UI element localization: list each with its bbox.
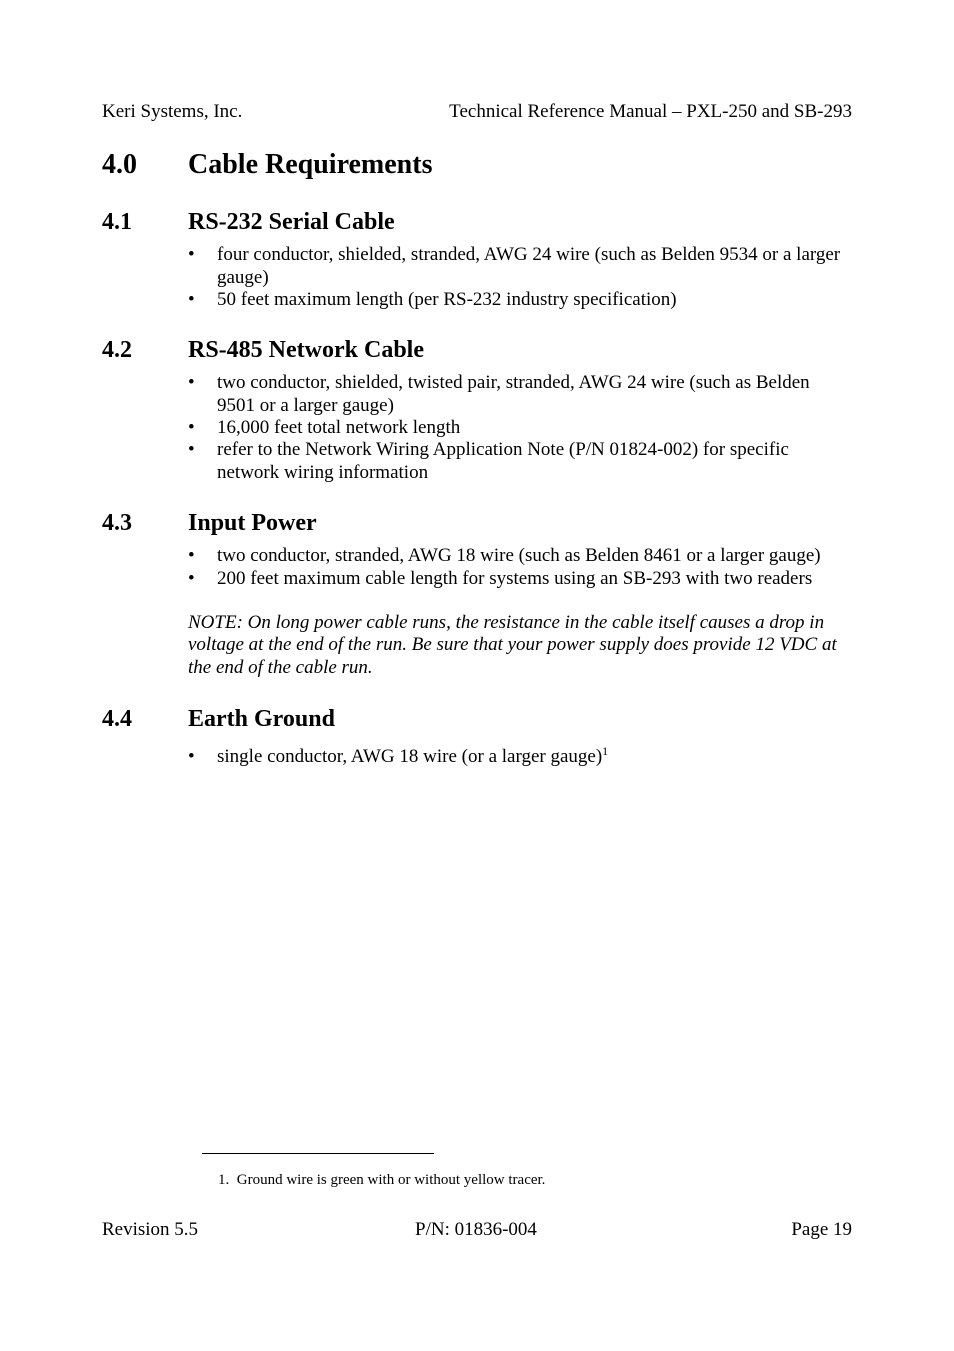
header-company: Keri Systems, Inc.: [102, 101, 243, 122]
section-title-earth-ground: Earth Ground: [188, 706, 335, 732]
footnote-divider: [202, 1153, 434, 1154]
power-cable-note: NOTE: On long power cable runs, the resistance in the cable itself causes a drop in voltage at the end of the run. Be sure that your power supply does provide 12 VDC at the end of the cable run.: [188, 612, 837, 678]
footer-revision: Revision 5.5: [102, 1219, 199, 1240]
bullet-icon: •: [188, 545, 195, 566]
section-title-rs232: RS-232 Serial Cable: [188, 209, 395, 235]
section-number-4-3: 4.3: [102, 510, 132, 536]
bullet-icon: •: [188, 568, 195, 589]
footnote-text: Ground wire is green with or without yellow tracer.: [236, 1172, 546, 1188]
section-number-4-0: 4.0: [102, 149, 137, 180]
header-manual-title: Technical Reference Manual – PXL-250 and SB-293: [449, 101, 852, 122]
footer-part-number: P/N: 01836-004: [415, 1219, 537, 1240]
section-number-4-1: 4.1: [102, 209, 132, 235]
section-title-input-power: Input Power: [188, 510, 317, 536]
section-number-4-4: 4.4: [102, 706, 132, 732]
footnote-reference[interactable]: 1: [602, 744, 609, 758]
footnote: [218, 1171, 545, 1189]
bullet-icon: •: [188, 372, 195, 393]
bullet-icon: •: [188, 289, 195, 310]
bullet-icon: •: [188, 244, 195, 265]
bullet-icon: •: [188, 746, 195, 767]
footer-page-number: Page 19: [791, 1219, 852, 1240]
section-title-cable-requirements: Cable Requirements: [188, 149, 433, 180]
footnote-marker: 1.: [218, 1172, 230, 1188]
bullet-icon: •: [188, 439, 195, 460]
bullet-icon: •: [188, 417, 195, 438]
section-title-rs485: RS-485 Network Cable: [188, 337, 424, 363]
section-number-4-2: 4.2: [102, 337, 132, 363]
